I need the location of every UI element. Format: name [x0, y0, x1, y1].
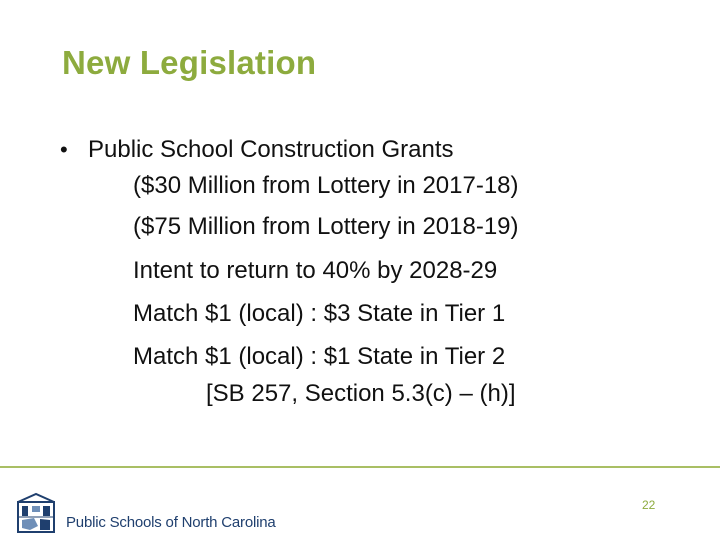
sub-line: Match $1 (local) : $3 State in Tier 1: [133, 300, 506, 327]
nc-public-schools-logo-icon: [12, 492, 60, 536]
footer-divider: [0, 466, 720, 468]
citation-line: [SB 257, Section 5.3(c) – (h)]: [206, 380, 516, 407]
bullet-marker: •: [60, 137, 68, 162]
sub-line: Match $1 (local) : $1 State in Tier 2: [133, 343, 506, 370]
page-number: 22: [642, 498, 656, 512]
slide-title: New Legislation: [62, 44, 317, 81]
sub-line: ($75 Million from Lottery in 2018-19): [133, 213, 519, 240]
sub-line: ($30 Million from Lottery in 2017-18): [133, 172, 519, 199]
bullet-line: Public School Construction Grants: [88, 136, 454, 163]
sub-line: Intent to return to 40% by 2028-29: [133, 257, 498, 284]
logo-text: Public Schools of North Carolina: [66, 514, 276, 531]
